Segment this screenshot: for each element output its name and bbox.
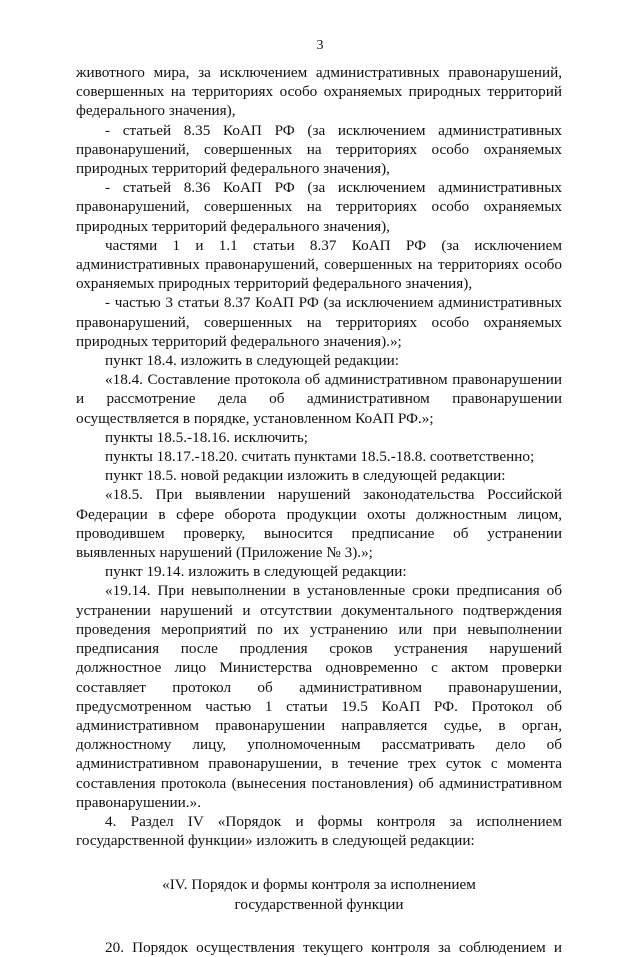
paragraph: - статьей 8.35 КоАП РФ (за исключением административных правонарушений, совершенных на территориях особо охраняемых природных территорий федерального значения), — [76, 121, 562, 178]
section-heading-line: государственной функции — [234, 895, 404, 913]
page-number: 3 — [316, 38, 324, 53]
paragraph: пункты 18.17.-18.20. считать пунктами 18.5.-18.8. соответственно; — [105, 448, 535, 466]
paragraph: пункты 18.5.-18.16. исключить; — [105, 428, 309, 446]
paragraph: пункт 18.4. изложить в следующей редакции: — [105, 352, 399, 370]
section-heading — [76, 875, 562, 913]
document-body — [76, 63, 562, 957]
section-heading-line: «IV. Порядок и формы контроля за исполнением — [162, 876, 476, 894]
paragraph: животного мира, за исключением административных правонарушений, совершенных на территориях особо охраняемых природных территорий федерального значения), — [76, 64, 562, 120]
paragraph: - частью 3 статьи 8.37 КоАП РФ (за исключением административных правонарушений, совершенных на территориях особо охраняемых природных территорий федерального значения).»; — [76, 294, 562, 350]
paragraph: «18.5. При выявлении нарушений законодательства Российской Федерации в сфере оборота продукции охоты должностным лицом, проводившем проверку, выносится предписание об устранении выявленных нарушений (Приложение № 3).»; — [76, 486, 562, 562]
paragraph: частями 1 и 1.1 статьи 8.37 КоАП РФ (за исключением административных правонарушений, совершенных на территориях особо охраняемых природных территорий федерального значения), — [76, 236, 562, 293]
paragraph: пункт 19.14. изложить в следующей редакции: — [105, 563, 407, 581]
paragraph: 4. Раздел IV «Порядок и формы контроля за исполнением государственной функции» изложить в следующей редакции: — [76, 812, 562, 850]
paragraph: - статьей 8.36 КоАП РФ (за исключением административных правонарушений, совершенных на территориях особо охраняемых природных территорий федерального значения), — [76, 179, 562, 235]
paragraph: 20. Порядок осуществления текущего контроля за соблюдением и — [105, 938, 562, 956]
paragraph: «19.14. При невыполнении в установленные сроки предписания об устранении нарушений и отсутствии документального подтверждения проведения мероприятий по их устранению или при невыполнении предписания после продления сроков устранения нарушений должностное лицо Министерства одновременно с актом проверки составляет протокол об административном правонарушении, предусмотренном частью 1 статьи 19.5 КоАП РФ. Протокол об административном правонарушении направляется судье, в орган, должностному лицу, уполномоченным рассматривать дело об административном правонарушении, в течение трех суток с момента составления протокола (вынесения постановления) об административном правонарушении.». — [76, 582, 562, 811]
paragraph: «18.4. Составление протокола об административном правонарушении и рассмотрение дела об административном правонарушении осуществляется в порядке, установленном КоАП РФ.»; — [76, 371, 562, 427]
paragraph: пункт 18.5. новой редакции изложить в следующей редакции: — [105, 467, 506, 485]
